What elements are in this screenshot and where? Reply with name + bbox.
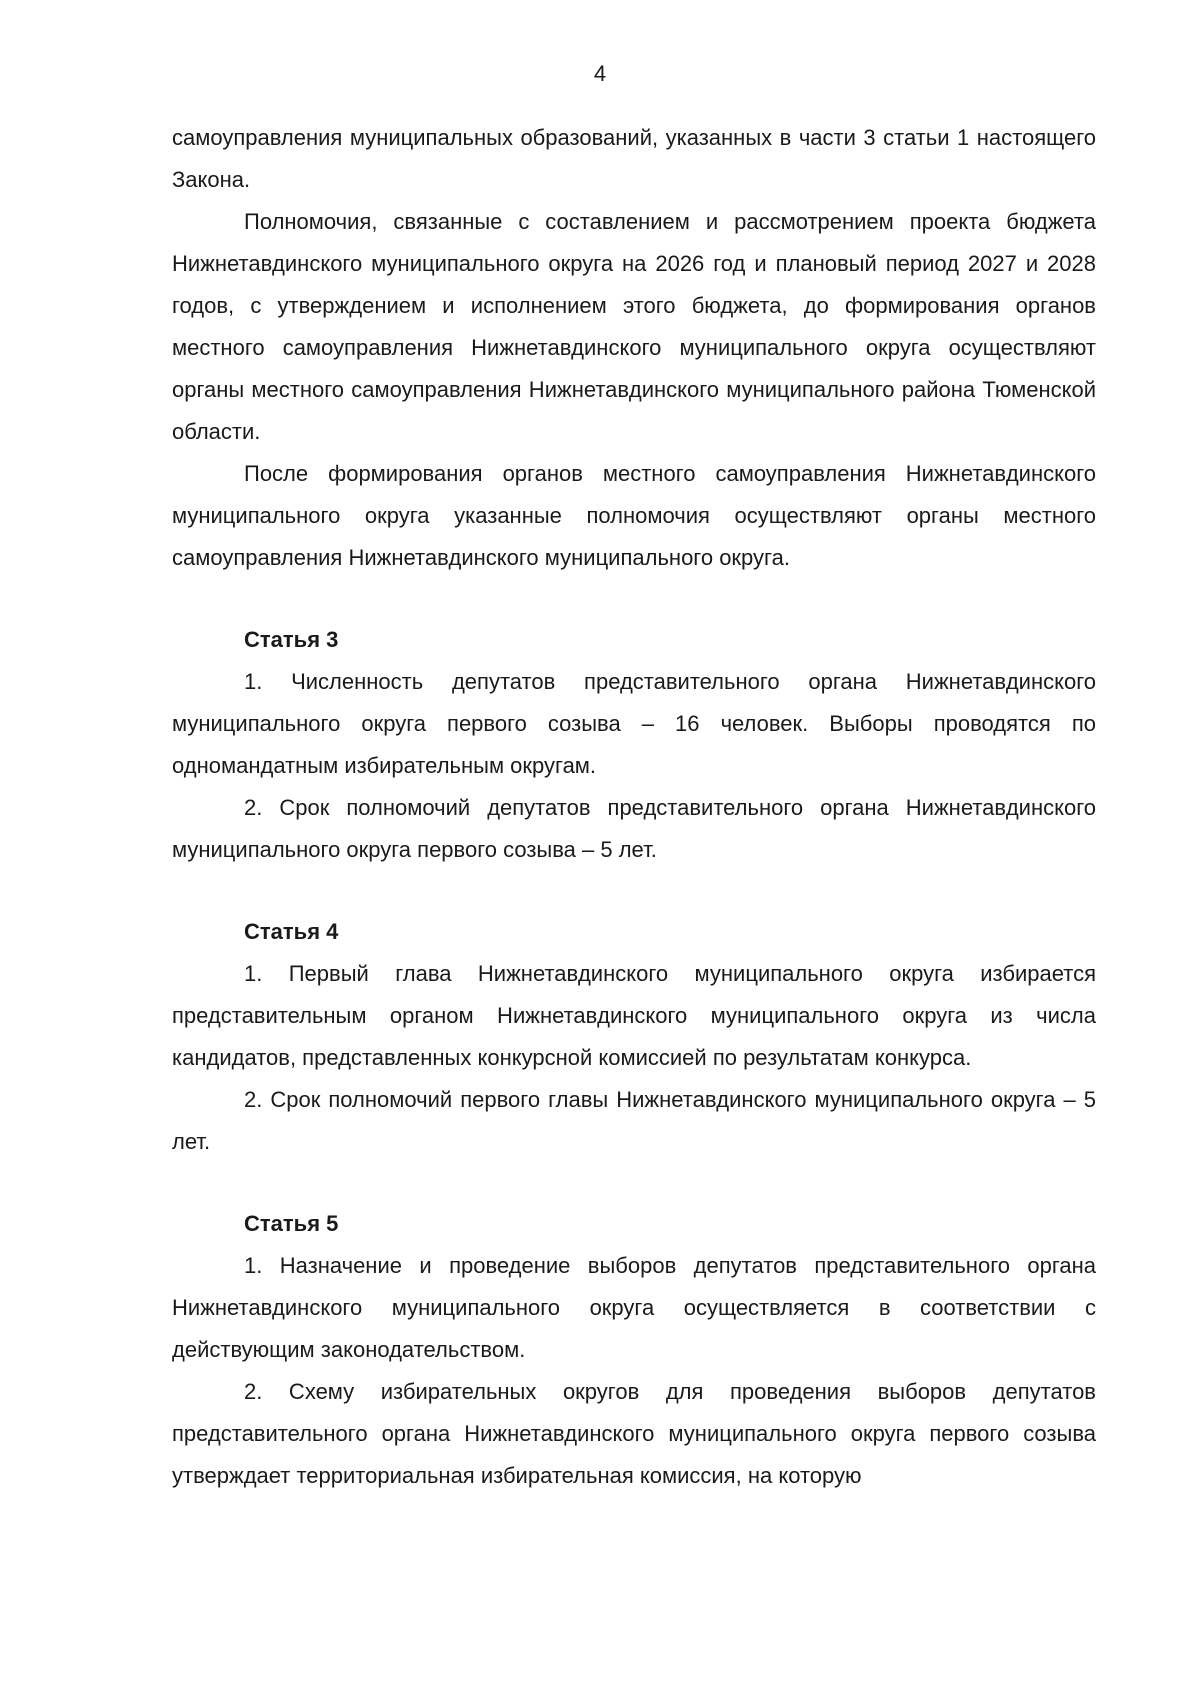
continuation-paragraph: самоуправления муниципальных образований, указанных в части 3 статьи 1 настоящего Закона. [172, 125, 1096, 192]
article-3-heading: Статья 3 [244, 627, 339, 652]
article-5-paragraph-1: 1. Назначение и проведение выборов депутатов представительного органа Нижнетавдинского муниципального округа осуществляется в соответствии с действующим законодательством. [172, 1253, 1096, 1362]
spacer [172, 871, 1096, 911]
page-number: 4 [593, 61, 607, 86]
spacer [172, 1163, 1096, 1203]
article-4-paragraph-2: 2. Срок полномочий первого главы Нижнетавдинского муниципального округа – 5 лет. [172, 1087, 1096, 1154]
article-3-paragraph-2: 2. Срок полномочий депутатов представительного органа Нижнетавдинского муниципального округа первого созыва – 5 лет. [172, 795, 1096, 862]
article-4-heading: Статья 4 [244, 919, 339, 944]
spacer [172, 579, 1096, 619]
budget-powers-paragraph: Полномочия, связанные с составлением и рассмотрением проекта бюджета Нижнетавдинского муниципального округа на 2026 год и плановый период 2027 и 2028 годов, с утверждением и исполнением этого бюджета, до формирования органов местного самоуправления Нижнетавдинского муниципального округа осуществляют органы местного самоуправления Нижнетавдинского муниципального района Тюменской области. [172, 209, 1096, 444]
article-5-paragraph-2: 2. Схему избирательных округов для проведения выборов депутатов представительного органа Нижнетавдинского муниципального округа первого созыва утверждает территориальная избирательная комиссия, на которую [172, 1379, 1096, 1488]
article-3-paragraph-1: 1. Численность депутатов представительного органа Нижнетавдинского муниципального округа первого созыва – 16 человек. Выборы проводятся по одномандатным избирательным округам. [172, 669, 1096, 778]
after-formation-paragraph: После формирования органов местного самоуправления Нижнетавдинского муниципального округа указанные полномочия осуществляют органы местного самоуправления Нижнетавдинского муниципального округа. [172, 461, 1096, 570]
article-4-paragraph-1: 1. Первый глава Нижнетавдинского муниципального округа избирается представительным органом Нижнетавдинского муниципального округа из числа кандидатов, представленных конкурсной комиссией по результатам конкурса. [172, 961, 1096, 1070]
document-body [172, 117, 1096, 1497]
article-5-heading: Статья 5 [244, 1211, 339, 1236]
